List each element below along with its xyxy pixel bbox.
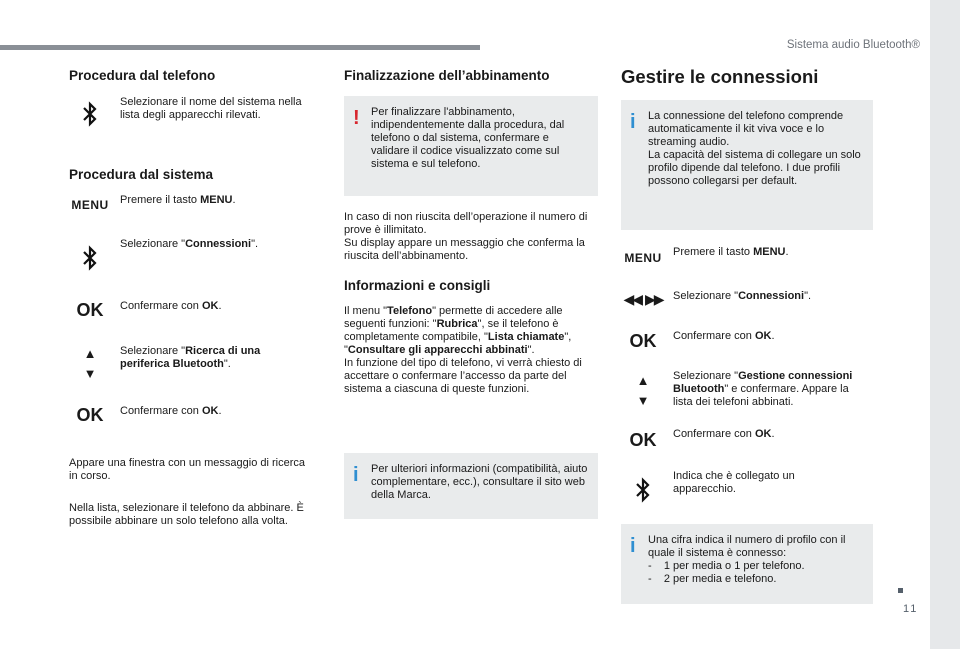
heading-info-tips: Informazioni e consigli: [344, 278, 491, 293]
manage-step-connected-indicator: Indica che è collegato un apparecchio.: [621, 470, 873, 510]
heading-phone-procedure: Procedura dal telefono: [69, 68, 216, 83]
info-icon: i: [630, 535, 636, 557]
phone-step: Selezionare il nome del sistema nella lista degli apparecchi rilevati.: [68, 96, 318, 136]
manage-step-connections: ◀◀ ▶▶ Selezionare "Connessioni".: [621, 290, 873, 312]
ok-key-icon: OK: [76, 405, 104, 425]
up-down-arrows-icon: ▲ ▼: [636, 373, 650, 408]
info-icon: i: [353, 464, 359, 486]
heading-finalize-pairing: Finalizzazione dell’abbinamento: [344, 68, 550, 83]
manage-step-confirm: OK Confermare con OK.: [621, 330, 873, 356]
bluetooth-icon: [68, 100, 112, 128]
bluetooth-icon: [68, 244, 112, 272]
header-rule: [0, 45, 480, 50]
info-icon: i: [630, 111, 636, 133]
ok-key-icon: OK: [629, 430, 657, 450]
end-marker: [898, 588, 903, 593]
bluetooth-icon: [621, 476, 665, 504]
info-note-profile-number: i Una cifra indica il numero di profilo con il quale il sistema è connesso: - 1 per media o 1 per telefono. - 2 per media e telefono.: [621, 524, 873, 604]
manage-step-confirm-2: OK Confermare con OK.: [621, 428, 873, 454]
heading-system-procedure: Procedura dal sistema: [69, 167, 214, 182]
select-phone-paragraph: Nella lista, selezionare il telefono da abbinare. È possibile abbinare un solo telefono alla volta.: [69, 502, 304, 527]
pairing-failure-paragraph: In caso di non riuscita dell’operazione il numero di prove è illimitato. Su display appare un messaggio che conferma la riuscita dell’abbinamento.: [344, 211, 588, 262]
seek-arrows-icon: ◀◀ ▶▶: [623, 291, 663, 307]
telephone-menu-paragraph: Il menu "Telefono" permette di accedere alle seguenti funzioni: "Rubrica", se il telefono è completamente compatibile, "Lista chiamate", "Consultare gli apparecchi abbinati". In funzione del tipo di telefono, vi verrà chiesto di accettare o confermare l’accesso da parte del sistema a ciascuna di queste funzioni.: [344, 305, 582, 395]
page-edge-strip: [930, 0, 960, 649]
manage-step-bluetooth-connections: ▲ ▼ Selezionare "Gestione connessioni Bluetooth" e confermare. Appare la lista dei telefoni abbinati.: [621, 370, 873, 424]
running-title: Sistema audio Bluetooth®: [786, 39, 920, 51]
ok-key-icon: OK: [76, 300, 104, 320]
up-down-arrows-icon: ▲ ▼: [83, 346, 97, 381]
system-step-menu: MENU Premere il tasto MENU.: [68, 194, 318, 220]
system-step-confirm: OK Confermare con OK.: [68, 300, 318, 326]
warning-note: ! Per finalizzare l'abbinamento, indipendentemente dalla procedura, dal telefono o dal sistema, confermare e validare il codice visualizzato come sul sistema e sul telefono.: [344, 96, 598, 196]
system-step-connections: Selezionare "Connessioni".: [68, 238, 318, 272]
info-note-connection: i La connessione del telefono comprende automaticamente il kit viva voce e lo streaming audio. La capacità del sistema di collegare un solo profilo dipende dal telefono. I due profili possono collegarsi per default.: [621, 100, 873, 230]
heading-manage-connections: Gestire le connessioni: [621, 66, 819, 87]
menu-key-icon: MENU: [71, 198, 109, 212]
page-number: 11: [903, 603, 919, 615]
system-step-search: ▲ ▼ Selezionare "Ricerca di una periferica Bluetooth".: [68, 345, 318, 385]
ok-key-icon: OK: [629, 331, 657, 351]
warning-icon: !: [353, 107, 360, 129]
info-note-website: i Per ulteriori informazioni (compatibilità, aiuto complementare, ecc.), consultare il sito web della Marca.: [344, 453, 598, 519]
search-message-paragraph: Appare una finestra con un messaggio di ricerca in corso.: [69, 457, 306, 482]
menu-key-icon: MENU: [624, 251, 662, 265]
system-step-confirm-2: OK Confermare con OK.: [68, 405, 318, 431]
manage-step-menu: MENU Premere il tasto MENU.: [621, 246, 873, 268]
